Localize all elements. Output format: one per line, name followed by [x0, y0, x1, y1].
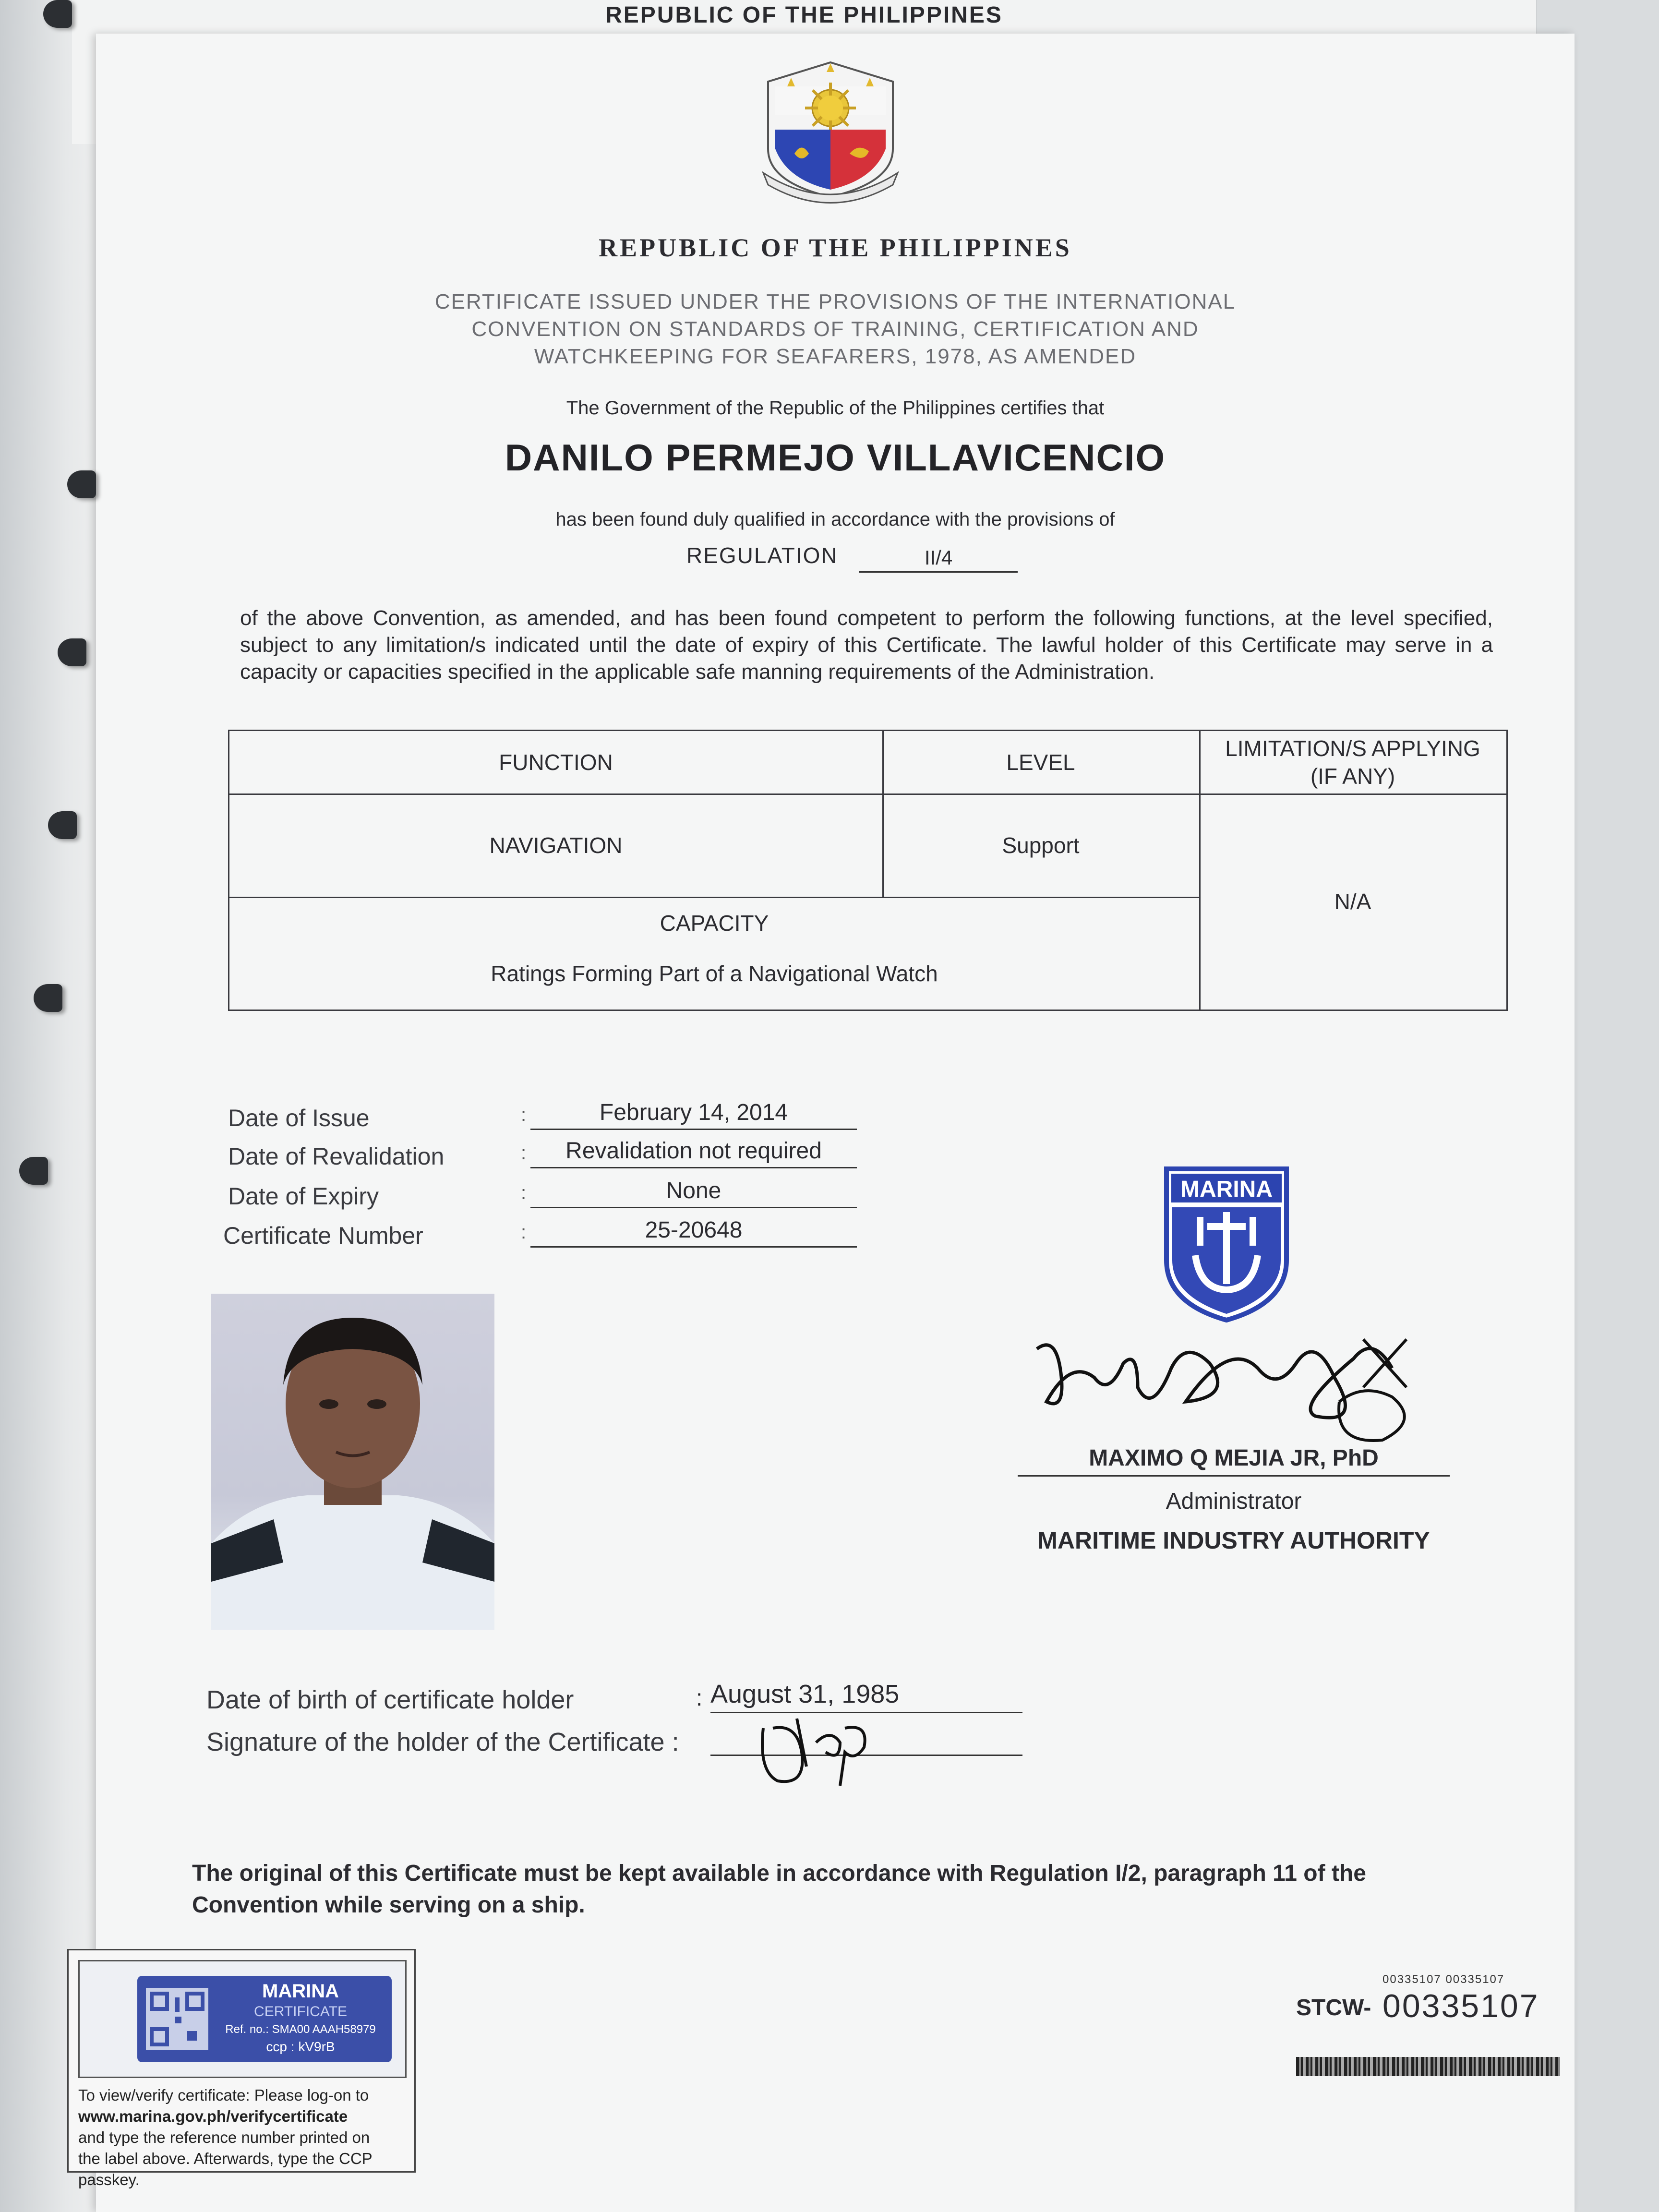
colon: : [696, 1685, 703, 1711]
function-value: NAVIGATION [489, 832, 623, 858]
serial-small: 00335107 00335107 [1382, 1973, 1505, 1986]
date-label: Date of Issue [228, 1105, 370, 1131]
binder-ring [67, 470, 96, 498]
signatory-name: MAXIMO Q MEJIA JR, PhD [1018, 1445, 1450, 1477]
header-level: LEVEL [1006, 750, 1075, 775]
sticker-ref: Ref. no.: SMA00 AAAH58979 [225, 2023, 376, 2036]
holder-signature-label: Signature of the holder of the Certificate : [206, 1728, 679, 1756]
level-value: Support [1002, 832, 1080, 858]
date-label: Certificate Number [223, 1222, 423, 1249]
date-value: 25-20648 [530, 1217, 857, 1248]
convention-line: CERTIFICATE ISSUED UNDER THE PROVISIONS OF THE INTERNATIONAL [434, 290, 1236, 313]
barcode [1296, 2057, 1560, 2076]
date-value: February 14, 2014 [530, 1099, 857, 1130]
holder-signature [744, 1699, 888, 1795]
binder-ring [43, 0, 72, 28]
coat-of-arms-seal [749, 53, 912, 211]
administrator-signature [1027, 1330, 1440, 1455]
sticker-subtitle: CERTIFICATE [254, 2004, 347, 2020]
signatory-organization: MARITIME INDUSTRY AUTHORITY [1037, 1527, 1430, 1554]
qr-code-icon [146, 1988, 208, 2050]
country-title: REPUBLIC OF THE PHILIPPINES [599, 233, 1072, 262]
date-label: Date of Revalidation [228, 1143, 445, 1170]
verification-box [67, 1949, 416, 2188]
date-value: None [530, 1178, 857, 1208]
back-sheet-title: REPUBLIC OF THE PHILIPPINES [605, 2, 1003, 28]
sticker-label [137, 1976, 392, 2062]
verify-instructions [78, 2085, 405, 2190]
regulation-value: II/4 [859, 546, 1018, 573]
capacity-value: Ratings Forming Part of a Navigational Watch [491, 961, 938, 986]
function-table [228, 730, 1508, 1011]
limitations-value: N/A [1334, 889, 1371, 914]
stcw-number: 00335107 [1382, 1988, 1539, 2024]
verify-line: the label above. Afterwards, type the CCP passkey. [78, 2150, 373, 2188]
header-limitations: LIMITATION/S APPLYING (IF ANY) [1225, 736, 1480, 789]
colon: : [521, 1182, 527, 1203]
signatory-block [1018, 1330, 1450, 1579]
binder-ring [48, 811, 77, 839]
verify-url: www.marina.gov.ph/verifycertificate [78, 2107, 348, 2125]
binder-ring [19, 1157, 48, 1185]
qualified-line: has been found duly qualified in accordance with the provisions of [555, 509, 1115, 530]
dob-label: Date of birth of certificate holder [206, 1685, 574, 1714]
regulation-label: REGULATION [686, 543, 838, 568]
verify-line: To view/verify certificate: Please log-on to [78, 2086, 369, 2104]
binder-ring [58, 638, 86, 666]
verify-line: and type the reference number printed on [78, 2128, 370, 2146]
marina-logo [1162, 1164, 1291, 1322]
signatory-title: Administrator [1166, 1489, 1302, 1514]
date-label: Date of Expiry [228, 1183, 379, 1210]
holder-name: DANILO PERMEJO VILLAVICENCIO [505, 436, 1166, 479]
competence-paragraph: of the above Convention, as amended, and has been found competent to perform the following functions, at the level specified, subject to any limitation/s indicated until the date of expiry of this Certificate. The lawful holder of this Certificate may serve in a capacity or capacities specified in the applicable safe manning requirements of the Administration. [240, 606, 1493, 684]
holder-photo [211, 1294, 494, 1630]
capacity-label: CAPACITY [660, 911, 769, 936]
stcw-prefix: STCW- [1296, 1995, 1371, 2020]
dob-value: August 31, 1985 [710, 1679, 1022, 1713]
sticker-ccp: ccp : kV9rB [266, 2039, 335, 2054]
convention-line: CONVENTION ON STANDARDS OF TRAINING, CERTIFICATION AND [471, 317, 1199, 341]
sticker-brand: MARINA [262, 1981, 339, 2002]
convention-line: WATCHKEEPING FOR SEAFARERS, 1978, AS AMENDED [534, 345, 1137, 368]
certificate-page [78, 34, 1575, 2212]
binder-edge [0, 0, 110, 2212]
convention-text [96, 288, 1575, 370]
header-function: FUNCTION [499, 750, 613, 775]
svg-text:MARINA: MARINA [1180, 1177, 1273, 1202]
colon: : [521, 1104, 527, 1125]
date-value: Revalidation not required [530, 1138, 857, 1168]
binder-ring [34, 984, 62, 1012]
retention-notice: The original of this Certificate must be kept available in accordance with Regulation I/2, paragraph 11 of the Convention while serving on a ship. [192, 1861, 1366, 1918]
certifies-line: The Government of the Republic of the Philippines certifies that [566, 397, 1105, 419]
marina-sticker [78, 1960, 407, 2078]
colon: : [521, 1142, 527, 1164]
colon: : [521, 1222, 527, 1243]
